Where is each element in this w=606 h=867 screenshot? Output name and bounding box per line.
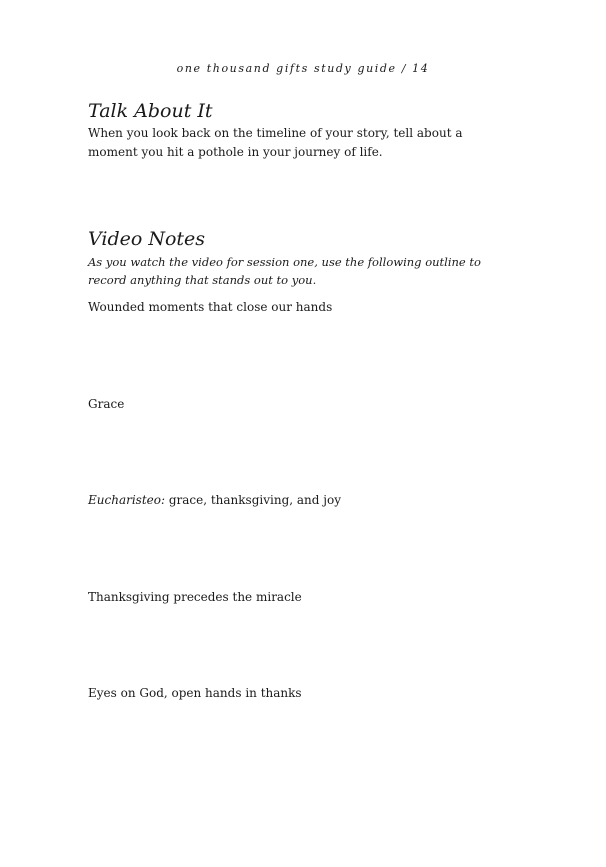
running-head: one thousand gifts study guide / 14 <box>176 62 430 75</box>
outline-item-text: Eyes on God, open hands in thanks <box>88 686 302 700</box>
outline-item-thanksgiving <box>88 588 302 606</box>
video-notes-instructions: As you watch the video for session one, use the following outline to record anything that stands out to you. <box>88 255 481 287</box>
outline-item-text: Grace <box>88 397 125 411</box>
outline-item-wounded-moments <box>88 298 332 316</box>
outline-item-text: Wounded moments that close our hands <box>88 300 333 314</box>
outline-item-eyes-on-god <box>88 684 302 702</box>
outline-item-term: Eucharisteo: <box>88 493 166 507</box>
outline-item-eucharisteo <box>88 491 341 509</box>
talk-about-it-prompt: When you look back on the timeline of your story, tell about a moment you hit a pothole in your journey of life. <box>88 126 463 159</box>
outline-item-text: grace, thanksgiving, and joy <box>165 493 341 507</box>
outline-item-grace <box>88 395 124 413</box>
talk-about-it-heading: Talk About It <box>88 100 213 122</box>
video-notes-heading: Video Notes <box>88 228 206 250</box>
outline-item-text: Thanksgiving precedes the miracle <box>88 590 302 604</box>
